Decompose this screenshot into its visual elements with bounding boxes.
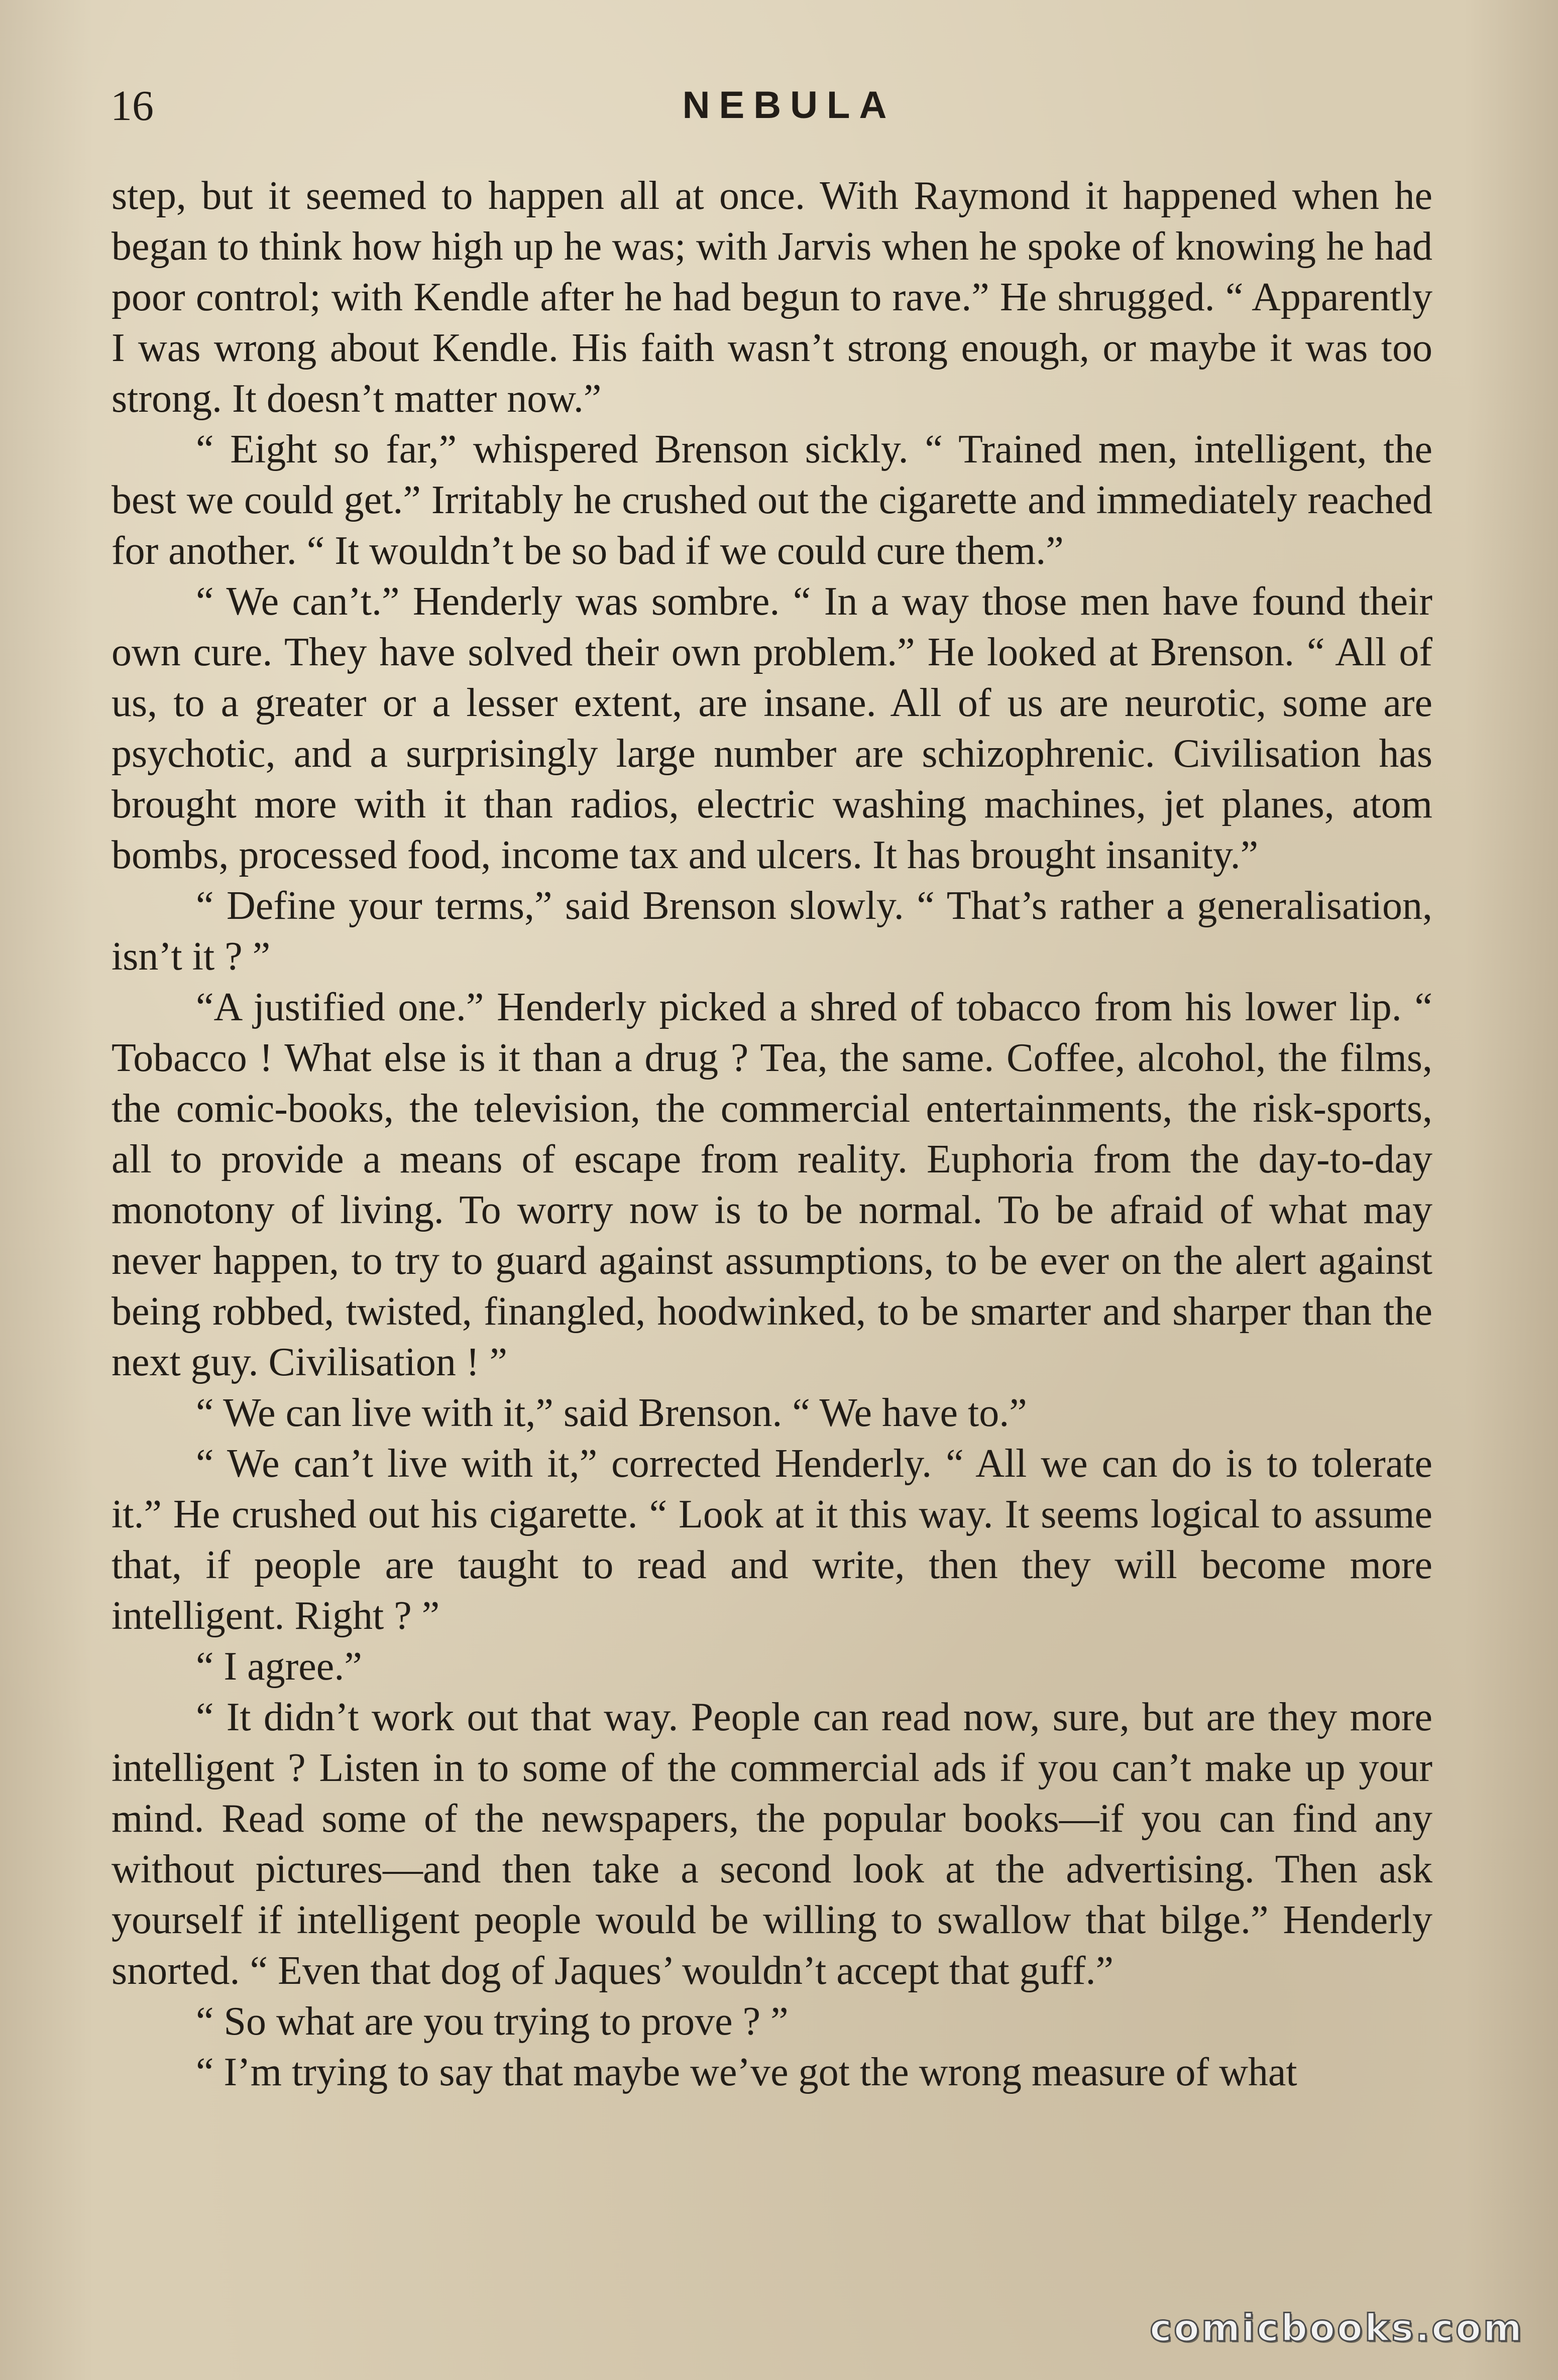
paragraph: “A justified one.” Henderly picked a shred of tobacco from his lower lip. “ Tobacco ! What else is it than a drug ? Tea, the same. Coffee, alcohol, the films, the comic-books, the television, the commercial entertainments, the risk-sports, all to provide a means of escape from reality. Euphoria from the day-to-day monotony of living. To worry now is to be normal. To be afraid of what may never happen, to try to guard against assumptions, to be ever on the alert against being robbed, twisted, finangled, hoodwinked, to be smarter and sharper than the next guy. Civilisation ! ” [112,985,1432,1384]
paragraph: “ Eight so far,” whispered Brenson sickly. “ Trained men, intelligent, the best we could get.” Irritably he crushed out the cigarette and immediately reached for another. “ It wouldn’t be so bad if we could cure them.” [112,427,1432,573]
paragraph: “ Define your terms,” said Brenson slowly. “ That’s rather a generalisation, isn’t it ? ” [112,884,1432,979]
body-text [112,171,1432,2098]
paragraph: “ We can’t.” Henderly was sombre. “ In a way those men have found their own cure. They have solved their own problem.” He looked at Brenson. “ All of us, to a greater or a lesser extent, are insane. All of us are neurotic, some are psychotic, and a surprisingly large number are schizophrenic. Civilisation has brought more with it than radios, electric washing machines, jet planes, atom bombs, processed food, income tax and ulcers. It has brought insanity.” [112,579,1432,877]
paragraph: step, but it seemed to happen all at once. With Raymond it happened when he began to think how high up he was; with Jarvis when he spoke of knowing he had poor control; with Kendle after he had begun to rave.” He shrugged. “ Apparently I was wrong about Kendle. His faith wasn’t strong enough, or maybe it was too strong. It doesn’t matter now.” [112,174,1432,421]
paragraph: “ I’m trying to say that maybe we’ve got the wrong measure of what [196,2050,1297,2094]
paragraph: “ So what are you trying to prove ? ” [196,1999,789,2044]
running-title: NEBULA [682,84,896,127]
page-number: 16 [110,81,154,130]
paragraph: “ We can’t live with it,” corrected Henderly. “ All we can do is to tolerate it.” He crushed out his cigarette. “ Look at it this way. It seems logical to assume that, if people are taught to read and write, then they will become more intelligent. Right ? ” [112,1442,1432,1638]
paragraph: “ We can live with it,” said Brenson. “ We have to.” [196,1391,1027,1435]
paragraph: “ It didn’t work out that way. People can read now, sure, but are they more intelligent ? Listen in to some of the commercial ads if you can’t make up your mind. Read some of the newspapers, the popular books—if you can find any without pictures—and then take a second look at the advertising. Then ask yourself if intelligent people would be willing to swallow that bilge.” Henderly snorted. “ Even that dog of Jaques’ wouldn’t accept that guff.” [112,1695,1432,1993]
site-watermark: comicbooks.com [1150,2307,1524,2350]
page-header [110,75,1448,136]
paragraph: “ I agree.” [196,1644,362,1689]
